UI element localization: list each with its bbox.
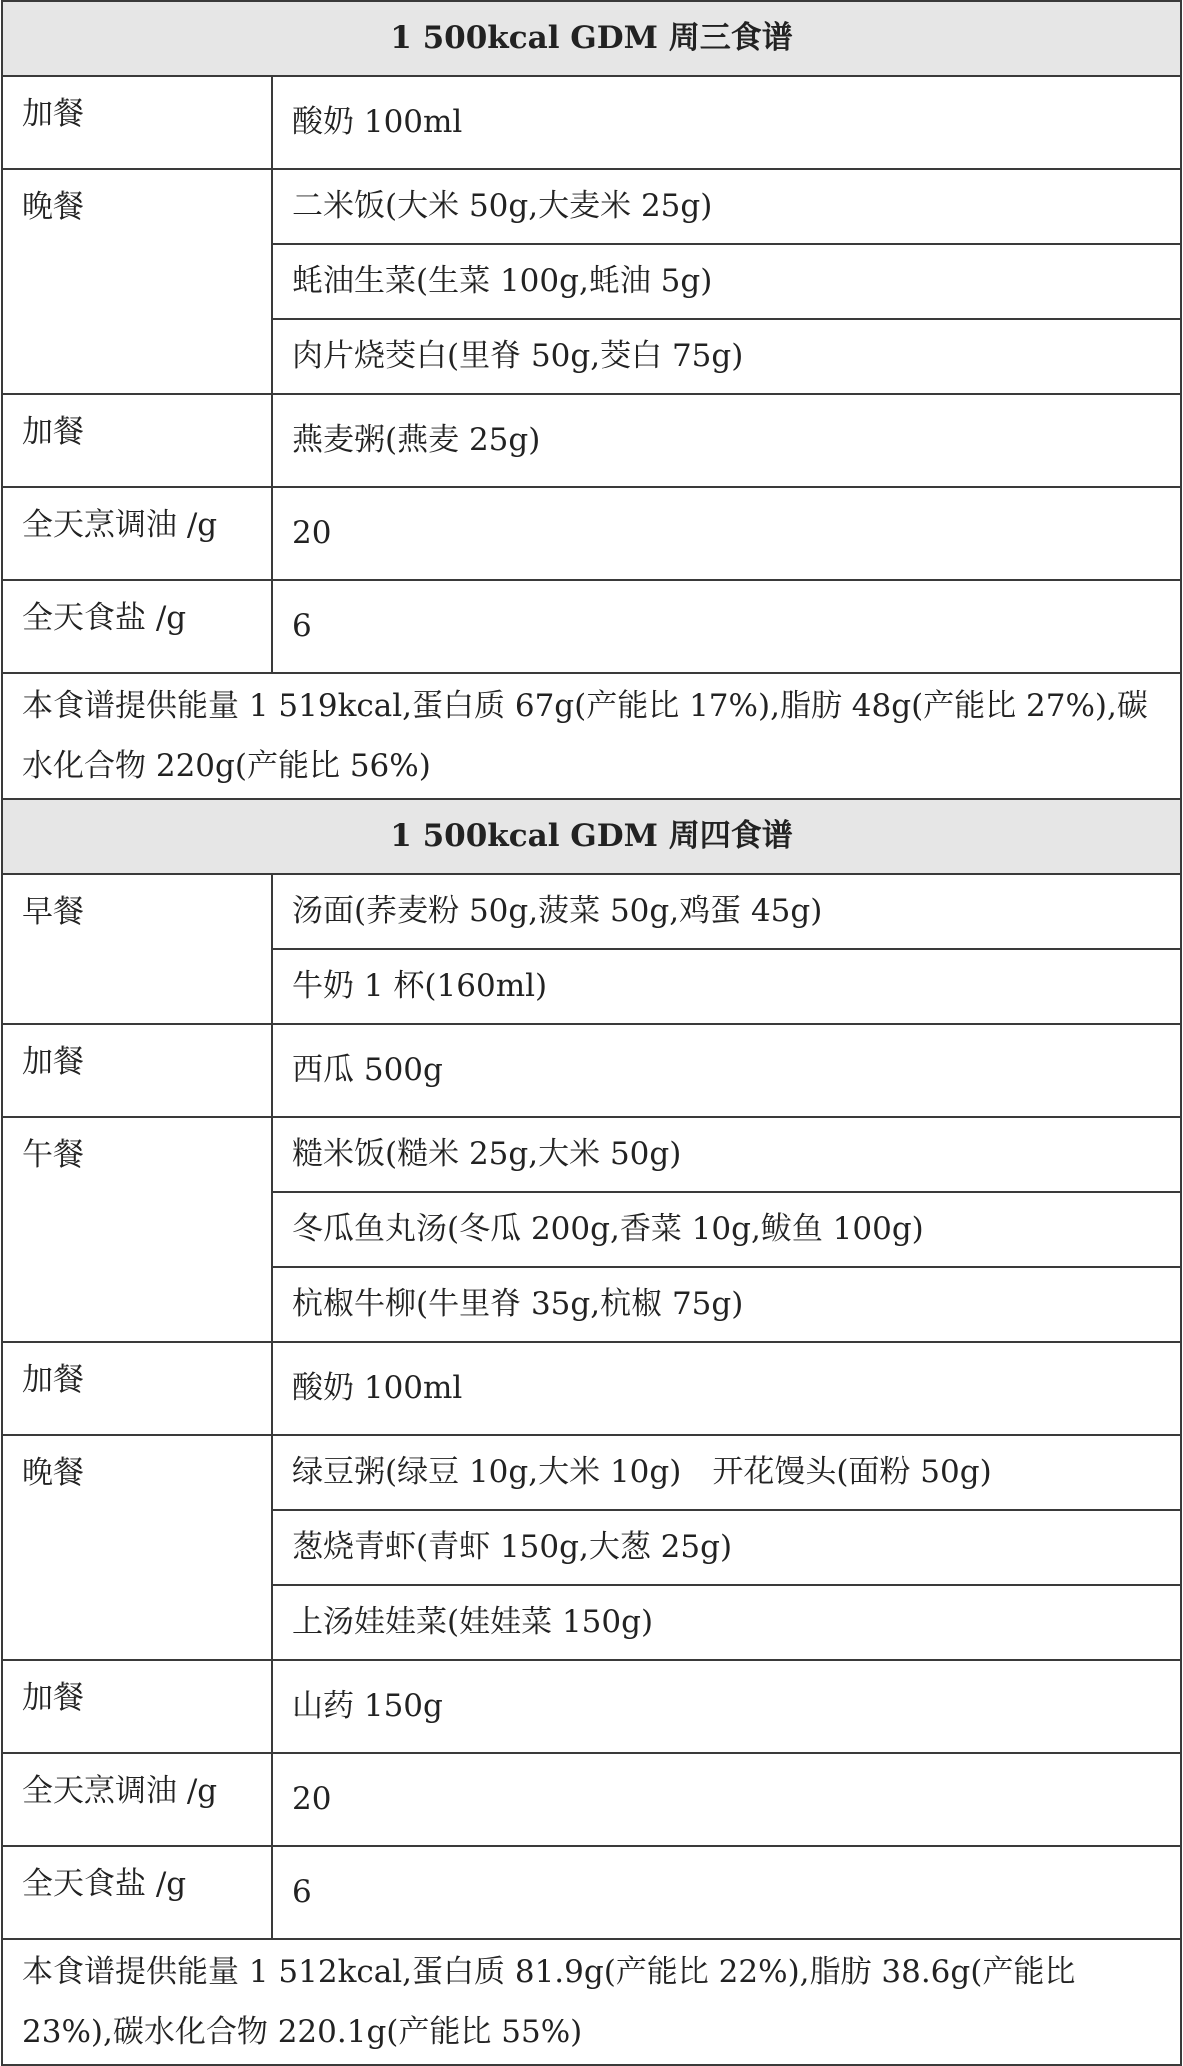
meal-item: 山药 150g xyxy=(272,1660,1181,1753)
meal-row xyxy=(2,394,1181,487)
meal-row xyxy=(2,1024,1181,1117)
menu-title: 1 500kcal GDM 周四食谱 xyxy=(2,799,1181,874)
meal-item: 6 xyxy=(272,1846,1181,1939)
nutrition-summary-row xyxy=(2,1939,1181,2065)
meal-name: 早餐 xyxy=(2,874,272,1024)
meal-name: 全天烹调油 /g xyxy=(2,1753,272,1846)
meal-name: 全天食盐 /g xyxy=(2,580,272,673)
meal-item: 酸奶 100ml xyxy=(272,1342,1181,1435)
menu-title: 1 500kcal GDM 周三食谱 xyxy=(2,1,1181,76)
meal-name: 加餐 xyxy=(2,1024,272,1117)
meal-name: 晚餐 xyxy=(2,169,272,394)
meal-item: 蚝油生菜(生菜 100g,蚝油 5g) xyxy=(272,244,1181,319)
meal-item: 汤面(荞麦粉 50g,菠菜 50g,鸡蛋 45g) xyxy=(272,874,1181,949)
menu-title-row xyxy=(2,799,1181,874)
meal-row xyxy=(2,1435,1181,1510)
meal-row xyxy=(2,580,1181,673)
meal-row xyxy=(2,1117,1181,1192)
nutrition-summary: 本食谱提供能量 1 519kcal,蛋白质 67g(产能比 17%),脂肪 48g(产能比 27%),碳水化合物 220g(产能比 56%) xyxy=(2,673,1181,799)
meal-item: 上汤娃娃菜(娃娃菜 150g) xyxy=(272,1585,1181,1660)
meal-item: 杭椒牛柳(牛里脊 35g,杭椒 75g) xyxy=(272,1267,1181,1342)
meal-row xyxy=(2,487,1181,580)
meal-name: 加餐 xyxy=(2,1660,272,1753)
meal-row xyxy=(2,874,1181,949)
meal-item: 糙米饭(糙米 25g,大米 50g) xyxy=(272,1117,1181,1192)
meal-row xyxy=(2,1660,1181,1753)
meal-name: 加餐 xyxy=(2,394,272,487)
meal-item: 20 xyxy=(272,487,1181,580)
meal-item: 葱烧青虾(青虾 150g,大葱 25g) xyxy=(272,1510,1181,1585)
meal-item: 冬瓜鱼丸汤(冬瓜 200g,香菜 10g,鲅鱼 100g) xyxy=(272,1192,1181,1267)
meal-item: 牛奶 1 杯(160ml) xyxy=(272,949,1181,1024)
meal-item: 西瓜 500g xyxy=(272,1024,1181,1117)
meal-item: 绿豆粥(绿豆 10g,大米 10g) 开花馒头(面粉 50g) xyxy=(272,1435,1181,1510)
meal-item: 燕麦粥(燕麦 25g) xyxy=(272,394,1181,487)
menu-title-row xyxy=(2,1,1181,76)
meal-name: 加餐 xyxy=(2,1342,272,1435)
meal-item: 肉片烧茭白(里脊 50g,茭白 75g) xyxy=(272,319,1181,394)
meal-row xyxy=(2,1342,1181,1435)
meal-name: 晚餐 xyxy=(2,1435,272,1660)
menu-table xyxy=(1,0,1182,2066)
meal-row xyxy=(2,169,1181,244)
meal-item: 酸奶 100ml xyxy=(272,76,1181,169)
meal-item: 6 xyxy=(272,580,1181,673)
meal-name: 全天食盐 /g xyxy=(2,1846,272,1939)
meal-item: 二米饭(大米 50g,大麦米 25g) xyxy=(272,169,1181,244)
meal-row xyxy=(2,1753,1181,1846)
meal-row xyxy=(2,76,1181,169)
nutrition-summary-row xyxy=(2,673,1181,799)
meal-item: 20 xyxy=(272,1753,1181,1846)
meal-name: 全天烹调油 /g xyxy=(2,487,272,580)
meal-row xyxy=(2,1846,1181,1939)
meal-name: 午餐 xyxy=(2,1117,272,1342)
menu-body xyxy=(2,1,1181,2065)
meal-name: 加餐 xyxy=(2,76,272,169)
nutrition-summary: 本食谱提供能量 1 512kcal,蛋白质 81.9g(产能比 22%),脂肪 38.6g(产能比 23%),碳水化合物 220.1g(产能比 55%) xyxy=(2,1939,1181,2065)
